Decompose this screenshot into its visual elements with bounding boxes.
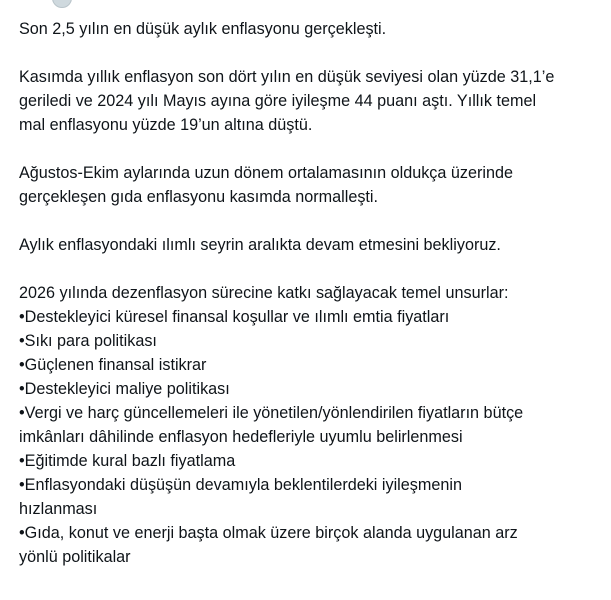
- paragraph-4: [19, 233, 604, 257]
- paragraph-3-line-1: Ağustos-Ekim aylarında uzun dönem ortalamasının oldukça üzerinde: [19, 164, 513, 182]
- paragraph-2-line-2: geriledi ve 2024 yılı Mayıs ayına göre iyileşme 44 puanı aştı. Yıllık temel: [19, 92, 537, 110]
- paragraph-1: [19, 17, 604, 41]
- bullet-5-line-1: •Vergi ve harç güncellemeleri ile yönetilen/yönlendirilen fiyatların bütçe: [19, 404, 524, 422]
- bullet-6: •Eğitimde kural bazlı fiyatlama: [19, 452, 236, 470]
- tweet-text: [19, 17, 604, 593]
- paragraph-4-line-1: Aylık enflasyondaki ılımlı seyrin aralıkta devam etmesini bekliyoruz.: [19, 236, 501, 254]
- paragraph-5: [19, 281, 604, 569]
- paragraph-2-line-3: mal enflasyonu yüzde 19’un altına düştü.: [19, 116, 313, 134]
- bullet-5-line-2: imkânları dâhilinde enflasyon hedefleriyle uyumlu belirlenmesi: [19, 428, 463, 446]
- paragraph-1-line-1: Son 2,5 yılın en düşük aylık enflasyonu gerçekleşti.: [19, 20, 387, 38]
- bullet-8-line-1: •Gıda, konut ve enerji başta olmak üzere birçok alanda uygulanan arz: [19, 524, 518, 542]
- bullet-4: •Destekleyici maliye politikası: [19, 380, 230, 398]
- paragraph-5-line-1: 2026 yılında dezenflasyon sürecine katkı sağlayacak temel unsurlar:: [19, 284, 509, 302]
- bullet-7-line-1: •Enflasyondaki düşüşün devamıyla beklentilerdeki iyileşmenin: [19, 476, 462, 494]
- bullet-2: •Sıkı para politikası: [19, 332, 157, 350]
- paragraph-3: [19, 161, 604, 209]
- avatar[interactable]: [52, 0, 72, 8]
- bullet-8-line-2: yönlü politikalar: [19, 548, 131, 566]
- bullet-3: •Güçlenen finansal istikrar: [19, 356, 207, 374]
- paragraph-2: [19, 65, 604, 137]
- bullet-7-line-2: hızlanması: [19, 500, 98, 518]
- paragraph-2-line-1: Kasımda yıllık enflasyon son dört yılın en düşük seviyesi olan yüzde 31,1’e: [19, 68, 555, 86]
- paragraph-3-line-2: gerçekleşen gıda enflasyonu kasımda normalleşti.: [19, 188, 379, 206]
- bullet-1: •Destekleyici küresel finansal koşullar ve ılımlı emtia fiyatları: [19, 308, 450, 326]
